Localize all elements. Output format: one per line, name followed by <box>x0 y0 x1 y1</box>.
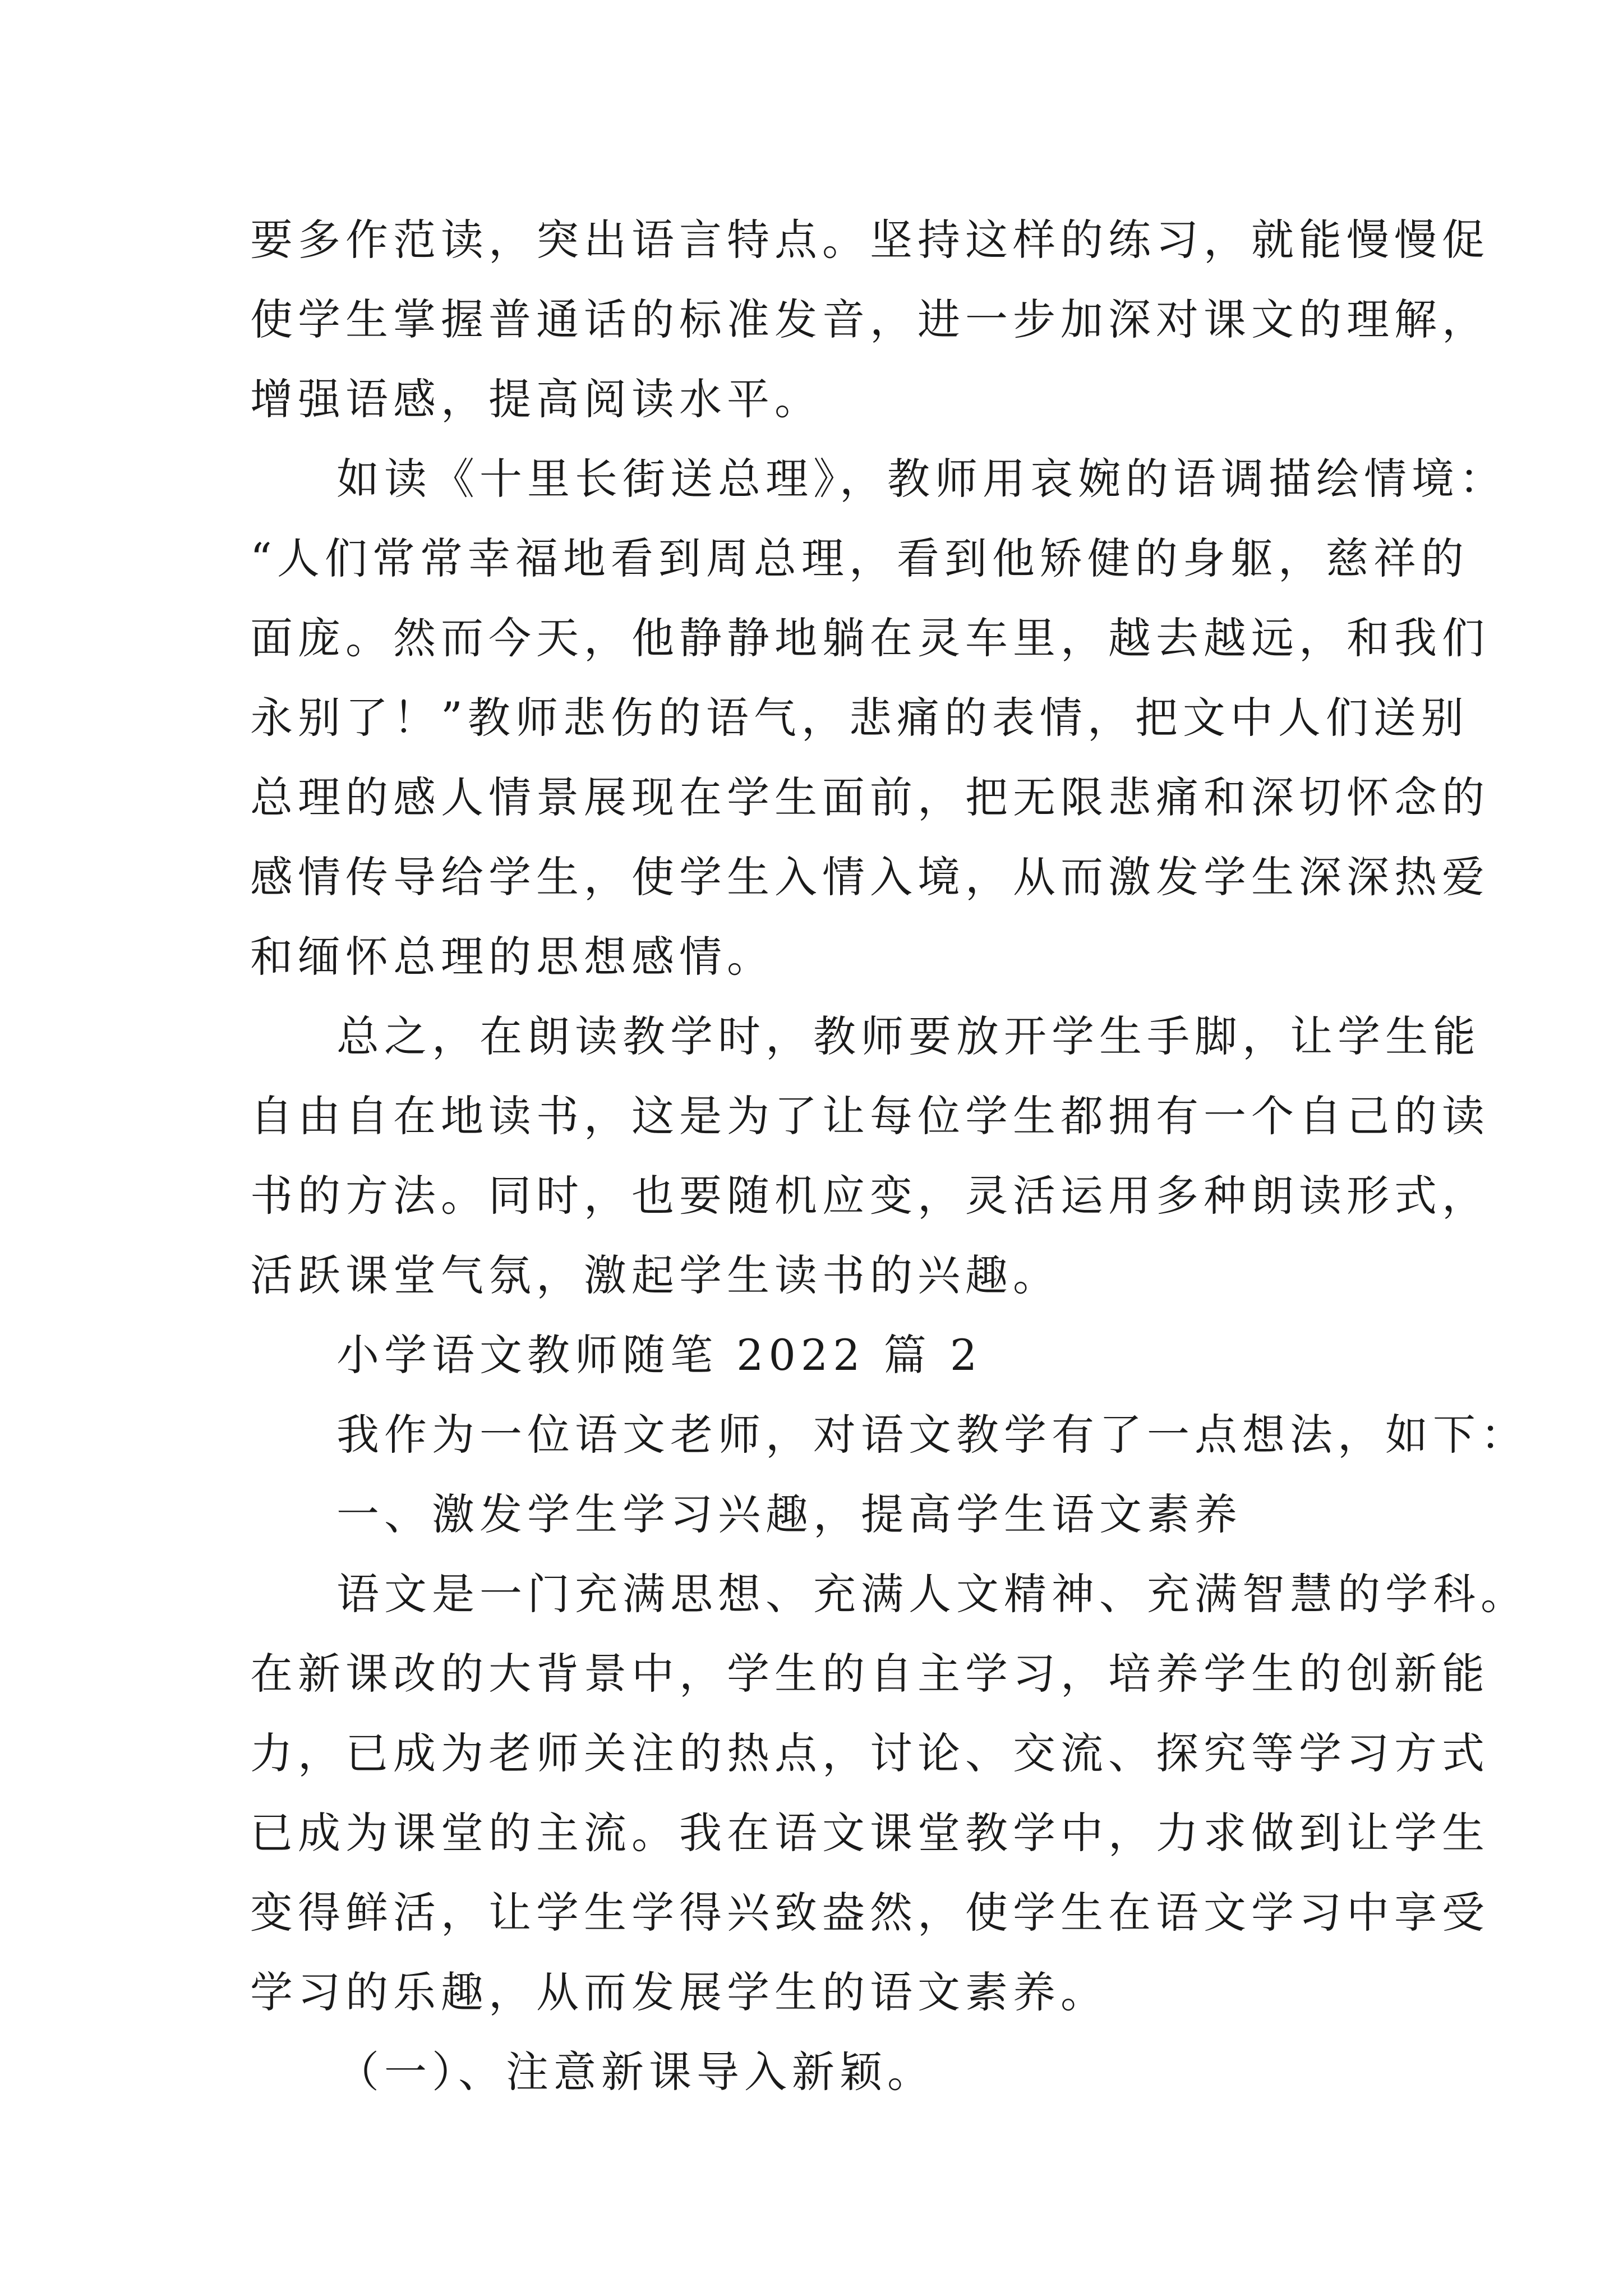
paragraph-line: 要多作范读，突出语言特点。坚持这样的练习，就能慢慢促 <box>250 215 1490 265</box>
section-heading: 小学语文教师随笔 2022 篇 2 <box>336 1330 983 1380</box>
paragraph-line: 增强语感，提高阅读水平。 <box>250 374 822 424</box>
subsection-heading: （一）、注意新课导入新颖。 <box>336 2047 935 2097</box>
paragraph-line: 使学生掌握普通话的标准发音，进一步加深对课文的理解， <box>250 295 1490 344</box>
paragraph-line: 感情传导给学生，使学生入情入境，从而激发学生深深热爱 <box>250 852 1490 902</box>
paragraph-line: 如读《十里长街送总理》，教师用哀婉的语调描绘情境： <box>336 454 1507 504</box>
paragraph-line: 总之，在朗读教学时，教师要放开学生手脚，让学生能 <box>336 1011 1481 1061</box>
paragraph-line: 书的方法。同时，也要随机应变，灵活运用多种朗读形式， <box>250 1171 1490 1221</box>
paragraph-line: 永别了！”教师悲伤的语气，悲痛的表情，把文中人们送别 <box>250 693 1469 743</box>
paragraph-line: 我作为一位语文老师，对语文教学有了一点想法，如下： <box>336 1410 1528 1460</box>
paragraph-line: 自由自在地读书，这是为了让每位学生都拥有一个自己的读 <box>250 1091 1490 1141</box>
paragraph-line: 面庞。然而今天，他静静地躺在灵车里，越去越远，和我们 <box>250 613 1490 663</box>
paragraph-line: 力，已成为老师关注的热点，讨论、交流、探究等学习方式 <box>250 1728 1490 1778</box>
paragraph-line: 活跃课堂气氛，激起学生读书的兴趣。 <box>250 1250 1061 1300</box>
paragraph-line: 总理的感人情景展现在学生面前，把无限悲痛和深切怀念的 <box>250 772 1490 822</box>
paragraph-line: 和缅怀总理的思想感情。 <box>250 932 774 982</box>
paragraph-line: 已成为课堂的主流。我在语文课堂教学中，力求做到让学生 <box>250 1808 1490 1858</box>
paragraph-line: “人们常常幸福地看到周总理，看到他矫健的身躯，慈祥的 <box>250 533 1469 583</box>
paragraph-line: 学习的乐趣，从而发展学生的语文素养。 <box>250 1967 1108 2017</box>
paragraph-line: 语文是一门充满思想、充满人文精神、充满智慧的学科。 <box>336 1569 1528 1619</box>
subsection-heading: 一、激发学生学习兴趣，提高学生语文素养 <box>336 1489 1242 1539</box>
paragraph-line: 变得鲜活，让学生学得兴致盎然，使学生在语文学习中享受 <box>250 1888 1490 1938</box>
paragraph-line: 在新课改的大背景中，学生的自主学习，培养学生的创新能 <box>250 1649 1490 1699</box>
